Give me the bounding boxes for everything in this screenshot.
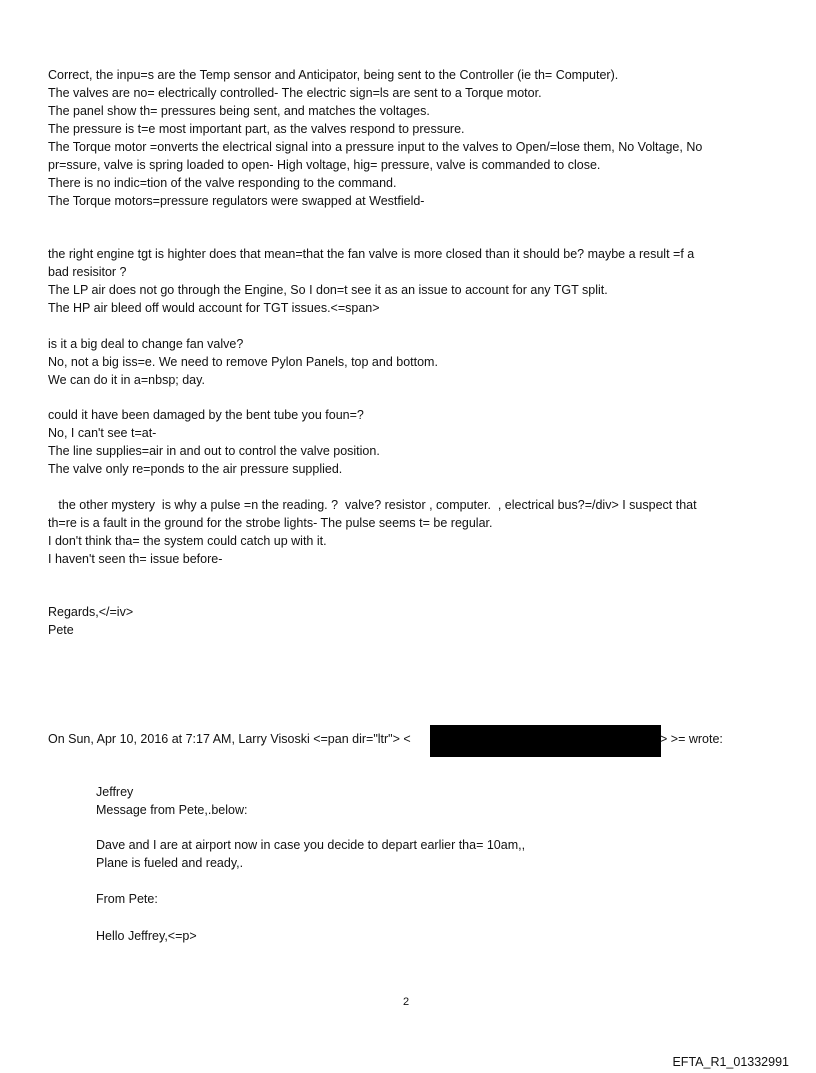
body-line: The line supplies=air in and out to control the valve position.	[48, 444, 380, 458]
body-line: could it have been damaged by the bent tube you foun=?	[48, 408, 364, 422]
body-line: the right engine tgt is highter does that mean=that the fan valve is more closed than it should be? maybe a result =f a	[48, 247, 695, 261]
body-line: The valves are no= electrically controlled- The electric sign=ls are sent to a Torque motor.	[48, 86, 542, 100]
body-line: The pressure is t=e most important part, as the valves respond to pressure.	[48, 122, 465, 136]
body-line: The HP air bleed off would account for TGT issues.<=span>	[48, 301, 380, 315]
body-line: the other mystery is why a pulse =n the reading. ? valve? resistor , computer. , electrical bus?=/div> I suspect that	[48, 498, 697, 512]
body-line: th=re is a fault in the ground for the strobe lights- The pulse seems t= be regular.	[48, 516, 493, 530]
quoted-line: Dave and I are at airport now in case you decide to depart earlier tha= 10am,,	[96, 838, 526, 852]
body-line: Correct, the inpu=s are the Temp sensor and Anticipator, being sent to the Controller (ie th= Computer).	[48, 68, 619, 82]
body-line: There is no indic=tion of the valve responding to the command.	[48, 176, 397, 190]
body-line: The valve only re=ponds to the air pressure supplied.	[48, 462, 343, 476]
body-line: pr=ssure, valve is spring loaded to open- High voltage, hig= pressure, valve is commanded to close.	[48, 158, 601, 172]
redaction-box	[430, 725, 661, 757]
body-line: The LP air does not go through the Engine, So I don=t see it as an issue to account for any TGT split.	[48, 283, 608, 297]
quoted-line: Plane is fueled and ready,.	[96, 856, 244, 870]
bates-number: EFTA_R1_01332991	[672, 1055, 789, 1069]
quoted-line: Jeffrey	[96, 785, 134, 799]
body-line: No, I can't see t=at-	[48, 426, 157, 440]
body-line: is it a big deal to change fan valve?	[48, 337, 244, 351]
reply-header-suffix: > >= wrote:	[660, 732, 723, 746]
reply-header-prefix: On Sun, Apr 10, 2016 at 7:17 AM, Larry Visoski <=pan dir="ltr"> <	[48, 732, 411, 746]
body-line: I haven't seen th= issue before-	[48, 552, 223, 566]
quoted-line: From Pete:	[96, 892, 158, 906]
body-line: We can do it in a=nbsp; day.	[48, 373, 205, 387]
signoff-name: Pete	[48, 623, 74, 637]
signoff-regards: Regards,</=iv>	[48, 605, 134, 619]
body-line: The panel show th= pressures being sent, and matches the voltages.	[48, 104, 430, 118]
body-line: I don't think tha= the system could catch up with it.	[48, 534, 327, 548]
quoted-line: Message from Pete,.below:	[96, 803, 248, 817]
page-number: 2	[403, 996, 410, 1008]
quoted-line: Hello Jeffrey,<=p>	[96, 929, 197, 943]
body-line: No, not a big iss=e. We need to remove Pylon Panels, top and bottom.	[48, 355, 438, 369]
body-line: bad resisitor ?	[48, 265, 127, 279]
body-line: The Torque motors=pressure regulators were swapped at Westfield-	[48, 194, 425, 208]
body-line: The Torque motor =onverts the electrical signal into a pressure input to the valves to Open/=lose them, No Voltage, No	[48, 140, 703, 154]
